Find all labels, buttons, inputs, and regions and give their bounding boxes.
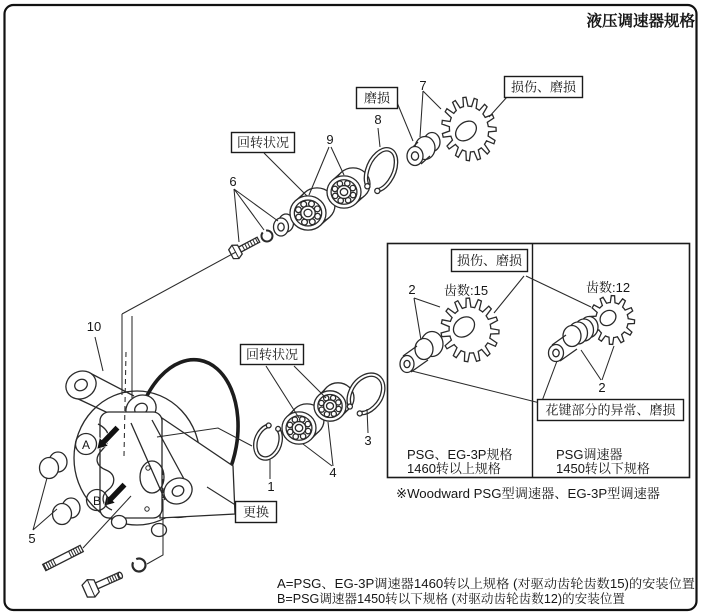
gear-7 [442, 97, 496, 161]
stud-bolt [43, 545, 84, 570]
part-label-6: 6 [229, 174, 237, 189]
footnote-line-b: B=PSG调速器1450转以下规格 (对驱动齿轮齿数12)的安装位置 [277, 592, 623, 606]
part-label-8: 8 [374, 112, 382, 127]
part-label-3: 3 [364, 433, 372, 448]
inset-comparison-box [388, 244, 690, 502]
teeth-count-right: 齿数:12 [586, 280, 631, 295]
body-boss [112, 516, 127, 529]
upper-shaft-assembly [228, 97, 497, 261]
snap-ring-3 [341, 368, 390, 420]
callout-replace-label: 更换 [242, 504, 270, 520]
page-title: 液压调速器规格 [586, 13, 695, 30]
part-label-2-left: 2 [408, 282, 416, 297]
part-label-5: 5 [28, 531, 36, 546]
body-boss [152, 524, 167, 537]
part-label-10: 10 [86, 319, 102, 334]
lock-washer [260, 229, 275, 244]
callout-damage-wear-label: 损伤、磨损 [510, 79, 577, 95]
hex-bolt [81, 566, 126, 600]
position-b-label: B [92, 494, 102, 508]
part-label-1: 1 [267, 479, 275, 494]
inset-left-spec-2: 1460转以上规格 [407, 461, 501, 476]
bearing-9b [327, 168, 370, 208]
teeth-count-left: 齿数:15 [444, 283, 489, 298]
snap-ring-8 [359, 145, 402, 197]
part-label-7: 7 [419, 78, 427, 93]
plug-upper [40, 452, 68, 479]
part-label-2-right: 2 [598, 380, 606, 395]
callout-rotation-top-label: 回转状况 [236, 135, 290, 150]
bolt-6 [228, 233, 262, 261]
bottom-fasteners [43, 545, 149, 599]
inset-right-spec-2: 1450转以下规格 [556, 461, 650, 476]
snap-ring-1 [251, 421, 286, 462]
governor-housing-drawing [40, 351, 250, 536]
callout-wear-label: 磨损 [363, 90, 391, 106]
part-label-9: 9 [326, 132, 334, 147]
footnote-line-a: A=PSG、EG-3P调速器1460转以上规格 (对驱动齿轮齿数15)的安装位置 [277, 577, 673, 591]
plug-lower [53, 498, 81, 525]
inset-damage-wear-label: 损伤、磨损 [456, 253, 523, 268]
inset-right-spec-1: PSG调速器 [556, 447, 623, 462]
inset-spline-wear-label: 花键部分的异常、磨损 [545, 402, 676, 418]
e-clip [130, 556, 148, 574]
position-a-label: A [81, 438, 91, 452]
inset-note: ※Woodward PSG型调速器、EG-3P型调速器 [396, 486, 660, 501]
inset-left-spec-1: PSG、EG-3P规格 [407, 447, 513, 462]
part-label-4: 4 [329, 465, 337, 480]
callout-rotation-mid-label: 回转状况 [245, 347, 299, 362]
